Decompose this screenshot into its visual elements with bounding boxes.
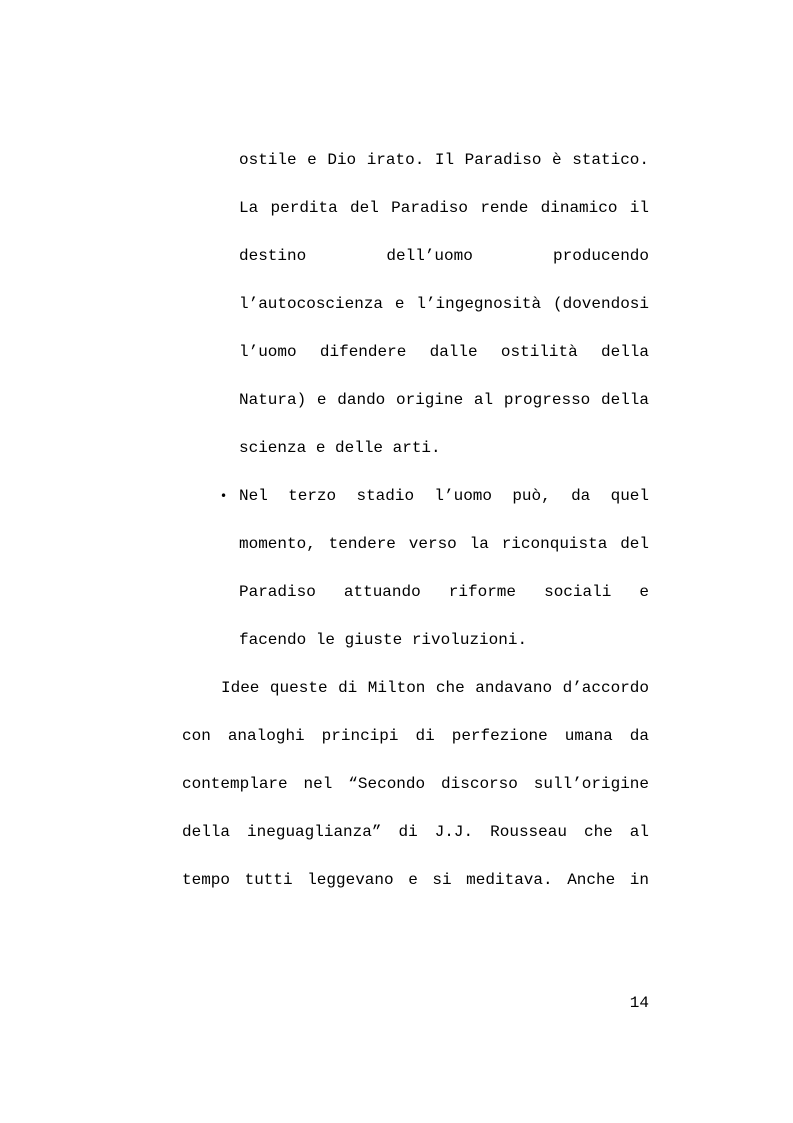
text-line: facendo le giuste rivoluzioni. [239, 631, 528, 649]
bullet-icon: • [220, 489, 228, 503]
text-line: momento, tendere verso la riconquista del [239, 535, 649, 553]
text-line: l’uomo difendere dalle ostilità della [239, 343, 649, 361]
text-line: l’autocoscienza e l’ingegnosità (dovendosi [239, 295, 649, 313]
text-line: destino dell’uomo producendo [239, 247, 649, 265]
text-line: Natura) e dando origine al progresso della [239, 391, 649, 409]
text-line: con analoghi principi di perfezione umana da [182, 727, 649, 745]
text-line: della ineguaglianza” di J.J. Rousseau che al [182, 823, 649, 841]
text-line: Paradiso attuando riforme sociali e [239, 583, 649, 601]
text-line: Nel terzo stadio l’uomo può, da quel [239, 487, 649, 505]
text-line: scienza e delle arti. [239, 439, 441, 457]
text-line: tempo tutti leggevano e si meditava. Anche in [182, 871, 649, 889]
text-line: La perdita del Paradiso rende dinamico il [239, 199, 649, 217]
text-line: Idee queste di Milton che andavano d’accordo [221, 679, 649, 697]
text-line: contemplare nel “Secondo discorso sull’origine [182, 775, 649, 793]
page-number: 14 [629, 994, 649, 1012]
text-line: ostile e Dio irato. Il Paradiso è statico. [239, 151, 649, 169]
